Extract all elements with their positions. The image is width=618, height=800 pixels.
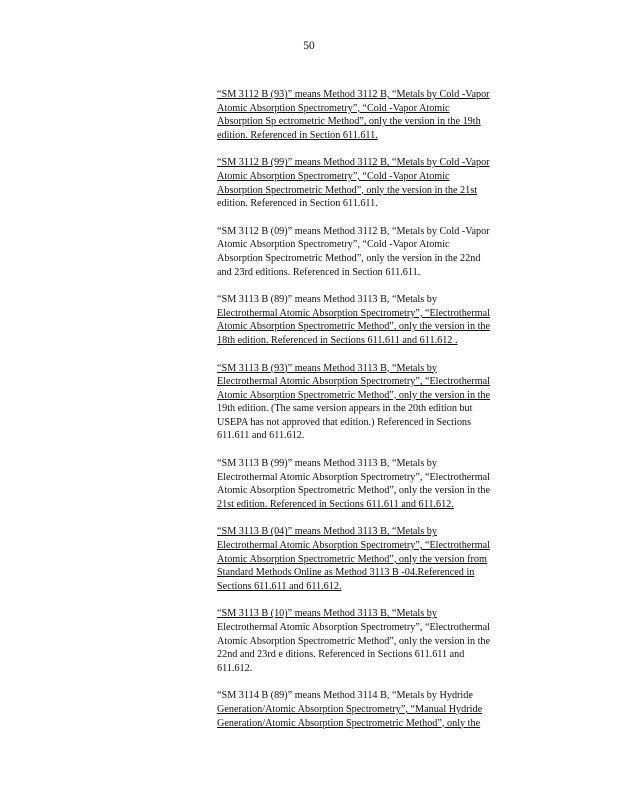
text-line: Atomic Absorption Spectrometry”, “Cold -Vapor Atomic — [217, 239, 450, 251]
text-line: “SM 3113 B (10)” means Method 3113 B, “Metals by — [217, 608, 437, 620]
text-line: Atomic Absorption Spectrometric Method”, only the version in the — [217, 321, 491, 333]
text-line: “SM 3112 B (93)” means Method 3112 B, “Metals by Cold -Vapor — [217, 89, 490, 100]
text-line: Electrothermal Atomic Absorption Spectrometry”, “Electrothermal — [217, 471, 490, 483]
definition-paragraph — [217, 88, 541, 142]
definition-paragraph — [217, 362, 541, 444]
text-line: “SM 3113 B (04)” means Method 3113 B, “Metals by — [217, 526, 437, 538]
text-line: edition. Referenced in Section 611.611. — [217, 198, 378, 210]
text-line: 22nd and 23rd e ditions. Referenced in Sections 611.611 and — [217, 649, 465, 661]
text-line: “SM 3113 B (93)” means Method 3113 B, “Metals by — [217, 362, 437, 374]
definition-paragraph — [217, 689, 541, 730]
text-line: USEPA has not approved that edition.) Referenced in Sections — [217, 416, 471, 428]
text-line: Atomic Absorption Spectrometric Method”, only the version in the — [217, 485, 491, 497]
text-line: Electrothermal Atomic Absorption Spectrometry”, “Electrothermal — [217, 376, 490, 388]
text-line: and 23rd editions. Referenced in Section 611.611. — [217, 266, 421, 278]
text-line: 21st edition. Referenced in Sections 611.611 and 611.612. — [217, 498, 454, 510]
document-body — [217, 88, 541, 744]
text-line: Atomic Absorption Spectrometry”, “Cold -Vapor Atomic — [217, 170, 450, 182]
text-line: 611.612. — [217, 662, 253, 674]
text-line: “SM 3112 B (09)” means Method 3112 B, “Metals by Cold -Vapor — [217, 225, 490, 237]
text-line: Sections 611.611 and 611.612. — [217, 580, 342, 592]
definition-paragraph — [217, 293, 541, 347]
text-line: Absorption Sp ectrometric Method”, only the version in the 19th — [217, 116, 481, 128]
text-line: Electrothermal Atomic Absorption Spectrometry”, “Electrothermal — [217, 307, 490, 319]
text-line: 19th edition. (The same version appears in the 20th edition but — [217, 403, 473, 415]
text-line: “SM 3113 B (89)” means Method 3113 B, “Metals by — [217, 294, 437, 306]
definition-paragraph — [217, 607, 541, 675]
text-line: Atomic Absorption Spectrometric Method”, only the version in the — [217, 389, 491, 401]
definition-paragraph — [217, 156, 541, 210]
definition-paragraph — [217, 525, 541, 593]
text-line: 611.611 and 611.612. — [217, 430, 305, 442]
text-line: Standard Methods Online as Method 3113 B -04.Referenced in — [217, 567, 475, 579]
text-line: 18th edition. Referenced in Sections 611.611 and 611.612 . — [217, 334, 458, 346]
definition-paragraph — [217, 457, 541, 511]
text-line: Absorption Spectrometric Method”, only the version in the 21st — [217, 184, 478, 196]
text-line: “SM 3113 B (99)” means Method 3113 B, “Metals by — [217, 458, 437, 470]
text-line: Atomic Absorption Spectrometric Method”, only the version in the — [217, 635, 491, 647]
text-line: edition. Referenced in Section 611.611. — [217, 129, 378, 141]
text-line: Atomic Absorption Spectrometric Method”, only the version from — [217, 553, 487, 565]
text-line: “SM 3112 B (99)” means Method 3112 B, “Metals by Cold -Vapor — [217, 157, 490, 169]
page-number: 50 — [303, 40, 315, 52]
text-line: Generation/Atomic Absorption Spectrometry”, “Manual Hydride — [217, 703, 483, 715]
definition-paragraph — [217, 225, 541, 279]
text-line: Generation/Atomic Absorption Spectrometric Method”, only the — [217, 717, 481, 729]
text-line: “SM 3114 B (89)” means Method 3114 B, “Metals by Hydride — [217, 690, 473, 702]
text-line: Absorption Spectrometric Method”, only the version in the 22nd — [217, 252, 481, 264]
text-line: Atomic Absorption Spectrometry”, “Cold -Vapor Atomic — [217, 102, 450, 114]
text-line: Electrothermal Atomic Absorption Spectrometry”, “Electrothermal — [217, 540, 490, 552]
text-line: Electrothermal Atomic Absorption Spectrometry”, “Electrothermal — [217, 622, 490, 633]
